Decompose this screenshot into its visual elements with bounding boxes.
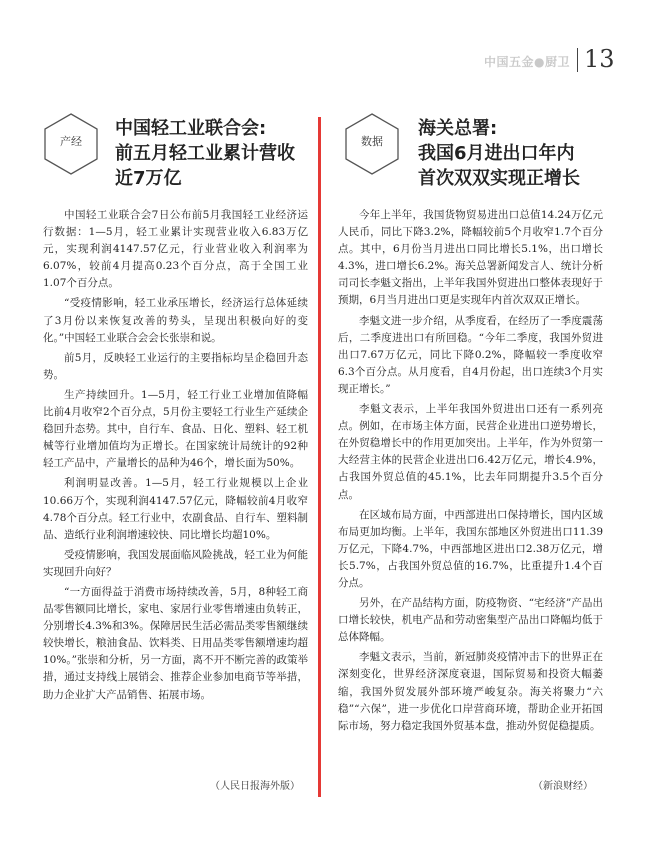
- article-source: （人民日报海外版）: [210, 781, 300, 792]
- paragraph: 李魁文表示，当前，新冠肺炎疫情冲击下的世界正在深刻变化，世界经济深度衰退，国际贸易和投资大幅萎缩，我国外贸发展外部环境严峻复杂。海关将聚力“六稳”“六保”，进一步优化口岸营商环境，帮助企业开拓国际市场，努力稳定我国外贸基本盘，推动外贸促稳提质。: [338, 651, 603, 732]
- paragraph: 中国轻工业联合会7日公布前5月我国轻工业经济运行数据：1—5月，轻工业累计实现营业收入6.83万亿元，实现利润4147.57亿元，行业营业收入利润率为6.07%，较前4月提高0.23个百分点，高于全国工业1.07个百分点。: [43, 209, 308, 290]
- paragraph: 在区域布局方面，中西部进出口保持增长，国内区域布局更加均衡。上半年，我国东部地区外贸进出口11.39万亿元，下降4.7%，中西部地区进出口2.38万亿元，增长5.7%，占我国外贸总值的16.7%，比重提升1.4个百分点。: [338, 508, 603, 589]
- hexagon-tag-icon: [344, 112, 400, 176]
- category-tag: 数据: [361, 135, 383, 148]
- article-body: [338, 207, 603, 738]
- hexagon-tag-icon: [43, 112, 99, 176]
- title-line: 海关总署:: [418, 118, 498, 139]
- title-line: 前五月轻工业累计营收: [115, 143, 295, 164]
- title-line: 中国轻工业联合会:: [115, 118, 267, 139]
- paragraph: 生产持续回升。1—5月，轻工行业工业增加值降幅比前4月收窄2个百分点，5月份主要轻工行业生产延续企稳回升态势。其中，自行车、食品、日化、塑料、轻工机械等行业增加值均为正增长。在国家统计局统计的92种轻工产品中，产量增长的品种为46个，增长面为50%。: [43, 388, 308, 470]
- category-tag: 产经: [60, 135, 82, 148]
- paragraph: 李魁文表示，上半年我国外贸进出口还有一系列亮点。例如，在市场主体方面，民营企业进出口逆势增长，在外贸稳增长中的作用更加突出。上半年，作为外贸第一大经营主体的民营企业进出口6.42万亿元，增长4.9%，占我国外贸总值的45.1%，比去年同期提升3.5个百分点。: [338, 403, 603, 501]
- paragraph: 另外，在产品结构方面，防疫物资、“宅经济”产品出口增长较快，机电产品和劳动密集型产品出口降幅均低于总体降幅。: [338, 597, 603, 644]
- paragraph: “受疫情影响，轻工业承压增长，经济运行总体延续了3月份以来恢复改善的势头，呈现出积极向好的变化。”中国轻工业联合会会长张崇和说。: [43, 297, 308, 344]
- title-line: 首次双双实现正增长: [418, 168, 580, 189]
- title-line: 近7万亿: [115, 168, 182, 189]
- article-source: （新浪财经）: [533, 781, 593, 792]
- article-body: [43, 207, 308, 707]
- title-line: 我国6月进出口年内: [418, 143, 575, 164]
- column-divider: [318, 117, 321, 797]
- paragraph: 李魁文进一步介绍，从季度看，在经历了一季度震荡后，二季度进出口有所回稳。“今年二季度，我国外贸进出口7.67万亿元，同比下降0.2%，降幅较一季度收窄6.3个百分点。从月度看，自4月份起，出口连续3个月实现正增长。”: [338, 314, 603, 395]
- paragraph: 今年上半年，我国货物贸易进出口总值14.24万亿元人民币，同比下降3.2%，降幅较前5个月收窄1.7个百分点。其中，6月份当月进出口同比增长5.1%，出口增长4.3%，进口增长6.2%。海关总署新闻发言人、统计分析司司长李魁文指出，上半年我国外贸进出口整体表现好于预期，6月当月进出口更是实现年内首次双双正增长。: [338, 209, 603, 307]
- paragraph: 受疫情影响，我国发展面临风险挑战，轻工业为何能实现回升向好？: [43, 548, 308, 578]
- magazine-brand: 中国五金●厨卫: [484, 55, 570, 69]
- paragraph: 利润明显改善。1—5月，轻工行业规模以上企业10.66万个，实现利润4147.57亿元，降幅较前4月收窄4.78个百分点。轻工行业中，农副食品、自行车、塑料制品、造纸行业利润增速较快、同比增长均超10%。: [43, 477, 308, 541]
- paragraph: 前5月，反映轻工业运行的主要指标均呈企稳回升态势。: [43, 351, 308, 381]
- page-number: 13: [584, 45, 615, 73]
- article-title: [115, 116, 315, 191]
- header-separator: [577, 48, 578, 72]
- paragraph: “一方面得益于消费市场持续改善，5月，8种轻工商品零售额同比增长，家电、家居行业零售增速由负转正，分别增长4.3%和3%。保障居民生活必需品类零售额继续较快增长，粮油食品、饮料类、日用品类零售额增速均超10%。”张崇和分析，另一方面，离不开不断完善的政策举措，通过支持线上展销会、推荐企业参加电商节等举措，助力企业扩大产品销售、拓展市场。: [43, 585, 308, 701]
- article-title: [418, 116, 618, 191]
